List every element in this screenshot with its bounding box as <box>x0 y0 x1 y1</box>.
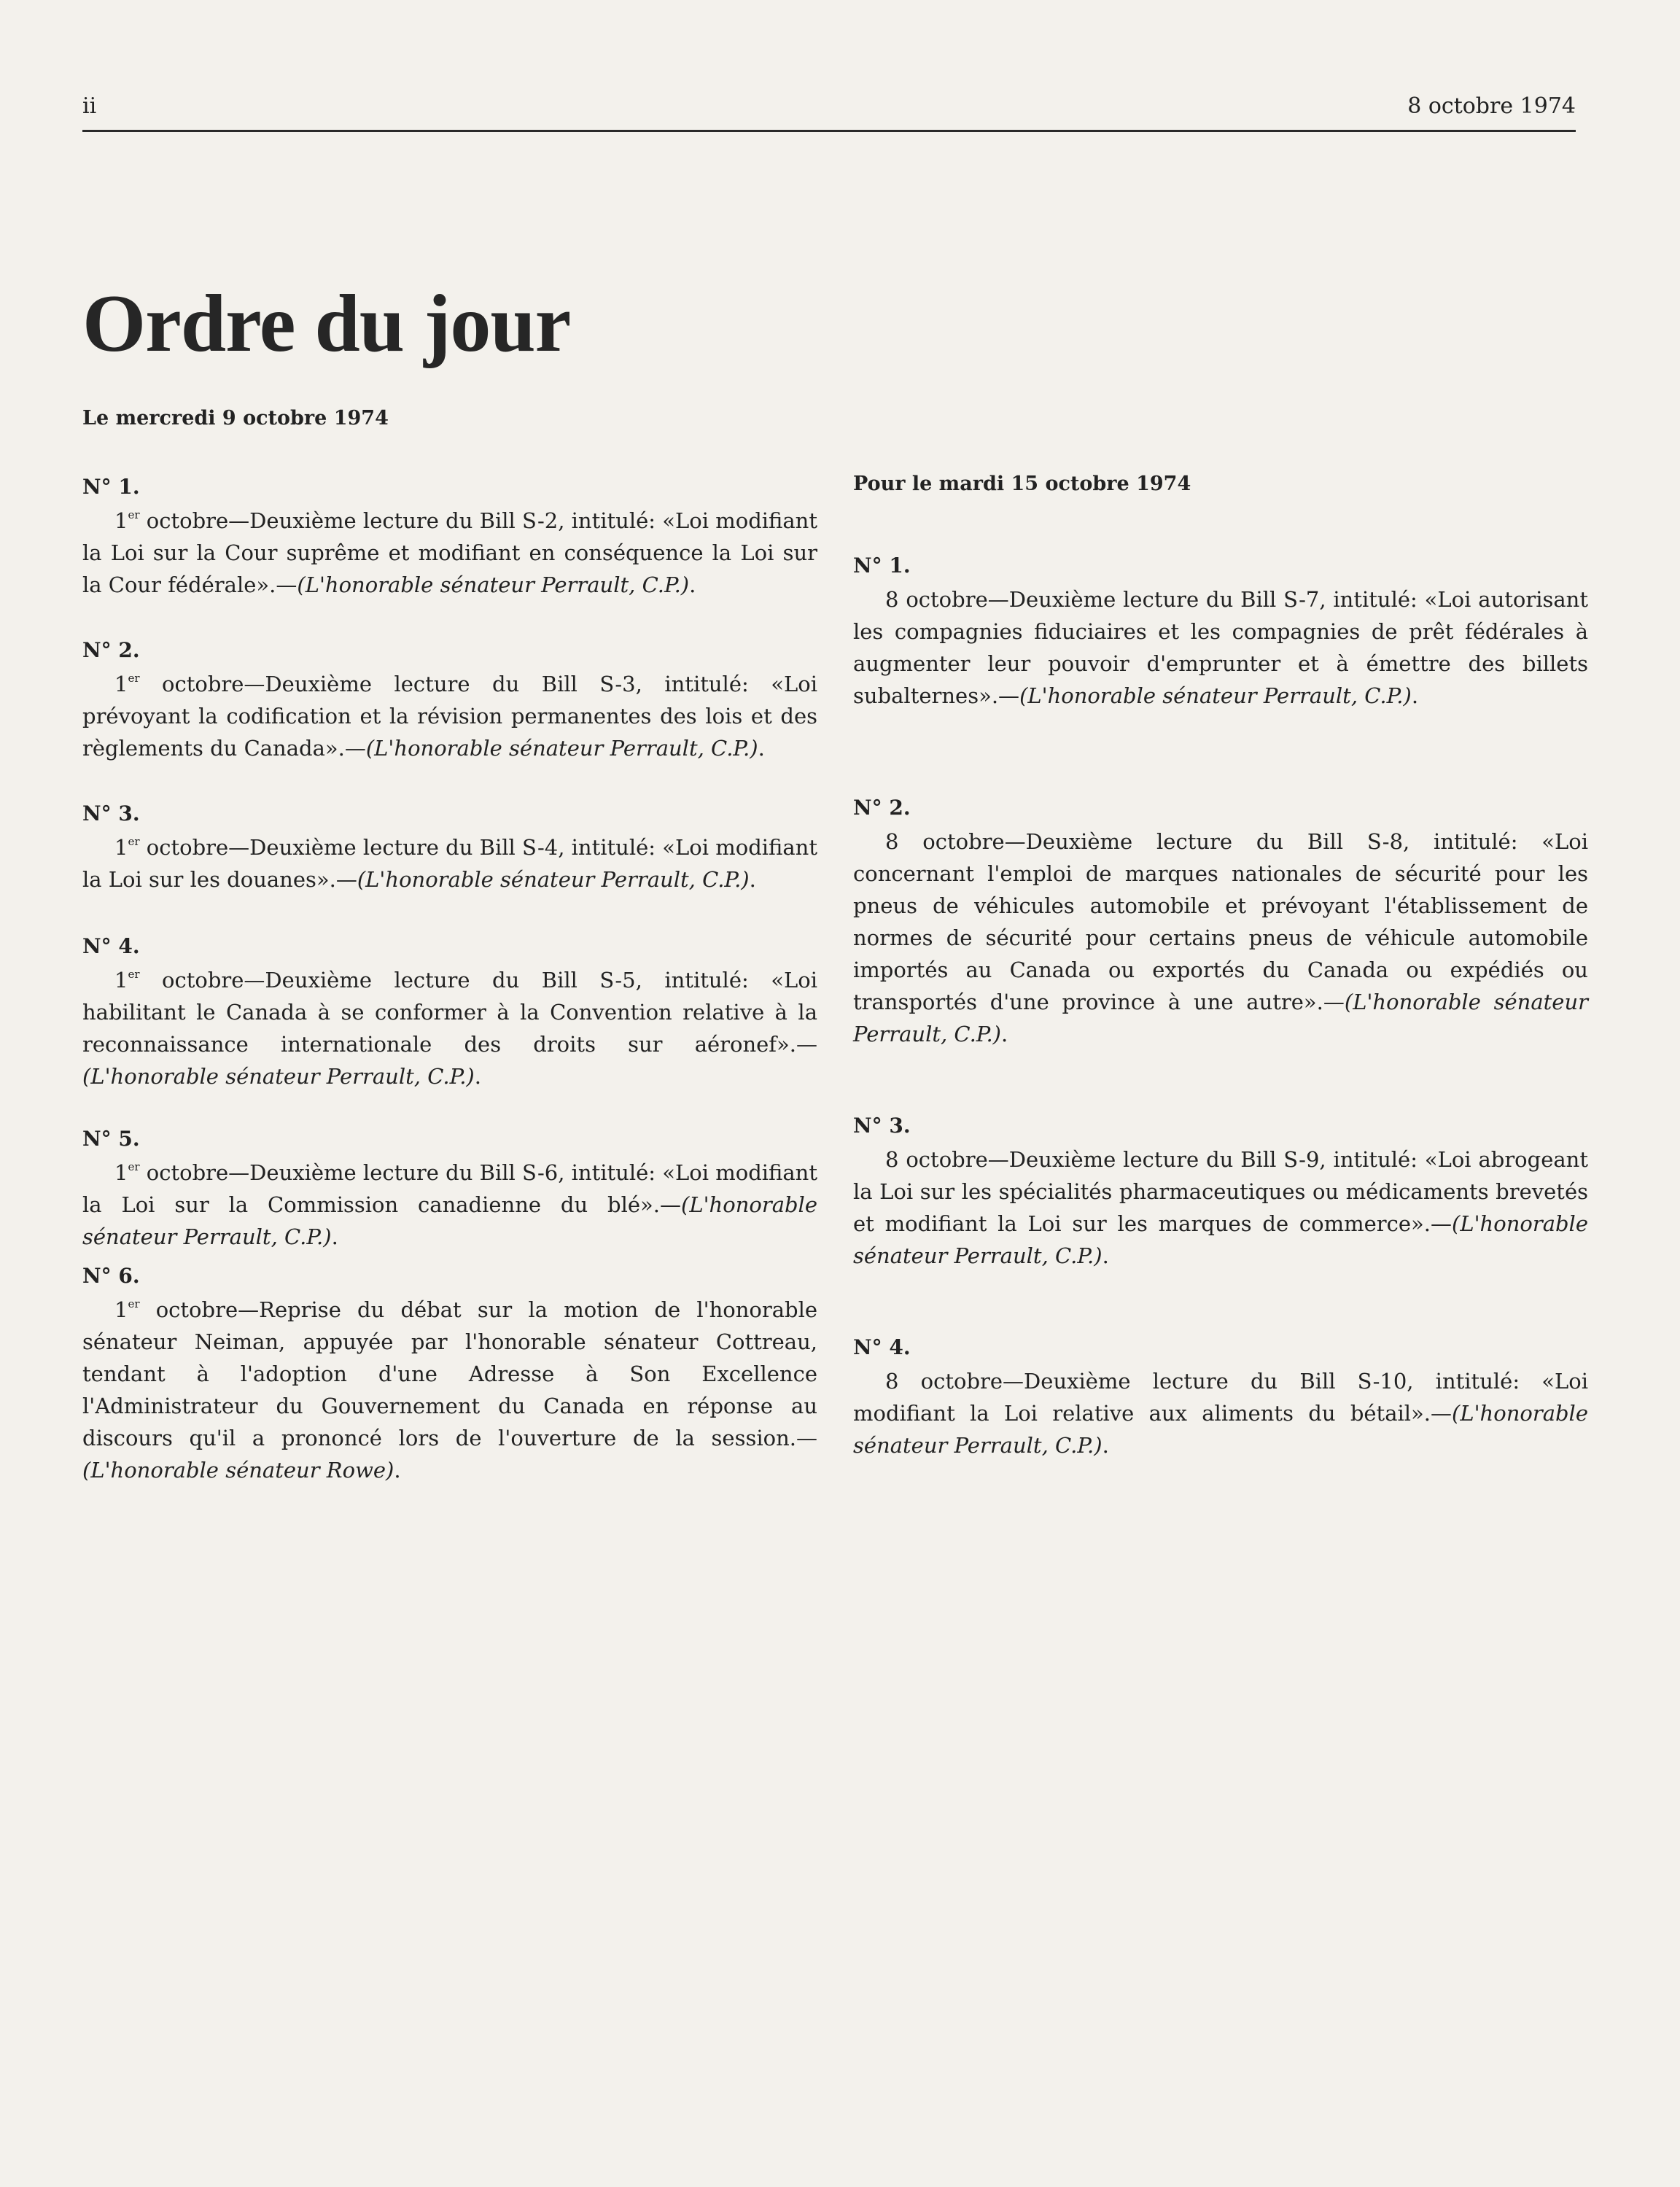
order-text: 1er octobre—Deuxième lecture du Bill S-6, intitulé: «Loi modifiant la Loi sur la Commission canadienne du blé».—(L'honorable sénateur Perrault, C.P.). <box>82 1160 818 1249</box>
order-text: 8 octobre—Deuxième lecture du Bill S-10, intitulé: «Loi modifiant la Loi relative aux aliments du bétail».—(L'honorable sénateur Perrault, C.P.). <box>853 1369 1588 1458</box>
order-number: N° 2. <box>853 796 911 820</box>
order-item <box>82 1124 817 1253</box>
order-text: 8 octobre—Deuxième lecture du Bill S-8, intitulé: «Loi concernant l'emploi de marques nationales de sécurité pour les pneus de véhicules automobile et prévoyant l'établissement de normes de sécurité pour certains pneus de véhicule automobile importés au Canada ou exportés du Canada ou expédiés ou transportés d'une province à une autre».—(L'honorable sénateur Perrault, C.P.). <box>853 829 1589 1046</box>
order-text: 1er octobre—Reprise du débat sur la motion de l'honorable sénateur Neiman, appuyée par l'honorable sénateur Cottreau, tendant à l'adoption d'une Adresse à Son Excellence l'Administrateur du Gouvernement du Canada en réponse au discours qu'il a prononcé lors de l'ouverture de la session.—(L'honorable sénateur Rowe). <box>82 1297 818 1483</box>
order-text: 8 octobre—Deuxième lecture du Bill S-9, intitulé: «Loi abrogeant la Loi sur les spécialités pharmaceutiques ou médicaments brevetés et modifiant la Loi sur les marques de commerce».—(L'honorable sénateur Perrault, C.P.). <box>853 1147 1588 1268</box>
order-number: N° 1. <box>853 553 911 578</box>
order-number: N° 3. <box>853 1114 911 1138</box>
order-item <box>82 932 817 1092</box>
left-column-heading: Le mercredi 9 octobre 1974 <box>82 407 389 430</box>
sponsor: (L'honorable sénateur Rowe) <box>82 1458 394 1483</box>
page-title: Ordre du jour <box>82 279 571 369</box>
order-text: 1er octobre—Deuxième lecture du Bill S-2, intitulé: «Loi modifiant la Loi sur la Cour suprême et modifiant en conséquence la Loi sur la Cour fédérale».—(L'honorable sénateur Perrault, C.P.). <box>82 508 818 597</box>
order-text: 1er octobre—Deuxième lecture du Bill S-5, intitulé: «Loi habilitant le Canada à se conformer à la Convention relative à la reconnaissance internationale des droits sur aéronef».—(L'honorable sénateur Perrault, C.P.). <box>82 968 818 1089</box>
order-number: N° 2. <box>82 638 140 662</box>
sponsor: (L'honorable sénateur Perrault, C.P.) <box>1019 683 1412 708</box>
order-item <box>853 551 1588 712</box>
sponsor: (L'honorable sénateur Perrault, C.P.) <box>853 1401 1588 1458</box>
order-item <box>82 799 817 896</box>
sponsor: (L'honorable sénateur Perrault, C.P.) <box>853 1211 1588 1268</box>
order-number: N° 3. <box>82 801 140 826</box>
right-column-heading: Pour le mardi 15 octobre 1974 <box>853 473 1191 495</box>
order-item <box>853 1111 1588 1272</box>
order-item <box>82 636 817 764</box>
order-text: 1er octobre—Deuxième lecture du Bill S-3, intitulé: «Loi prévoyant la codification et la révision permanentes des lois et des règlements du Canada».—(L'honorable sénateur Perrault, C.P.). <box>82 672 818 761</box>
sponsor: (L'honorable sénateur Perrault, C.P.) <box>853 990 1588 1046</box>
order-item <box>853 1333 1588 1461</box>
order-number: N° 1. <box>82 475 140 499</box>
order-item <box>82 1262 817 1486</box>
order-text: 8 octobre—Deuxième lecture du Bill S-7, intitulé: «Loi autorisant les compagnies fiduciaires et les compagnies de prêt fédérales à augmenter leur pouvoir d'emprunter et à émettre des billets subalternes».—(L'honorable sénateur Perrault, C.P.). <box>853 587 1588 708</box>
sponsor: (L'honorable sénateur Perrault, C.P.) <box>82 1192 817 1249</box>
order-number: N° 4. <box>853 1335 911 1359</box>
sponsor: (L'honorable sénateur Perrault, C.P.) <box>297 572 690 597</box>
order-number: N° 4. <box>82 934 140 958</box>
order-number: N° 5. <box>82 1127 140 1151</box>
header-date: 8 octobre 1974 <box>1407 93 1576 119</box>
sponsor: (L'honorable sénateur Perrault, C.P.) <box>82 1064 475 1089</box>
order-number: N° 6. <box>82 1264 140 1288</box>
order-item <box>853 793 1588 1050</box>
sponsor: (L'honorable sénateur Perrault, C.P.) <box>365 736 758 761</box>
order-item <box>82 473 817 601</box>
sponsor: (L'honorable sénateur Perrault, C.P.) <box>357 867 750 892</box>
page-header <box>82 93 1576 132</box>
page-number: ii <box>82 93 97 119</box>
order-text: 1er octobre—Deuxième lecture du Bill S-4, intitulé: «Loi modifiant la Loi sur les douanes».—(L'honorable sénateur Perrault, C.P.). <box>82 835 818 892</box>
